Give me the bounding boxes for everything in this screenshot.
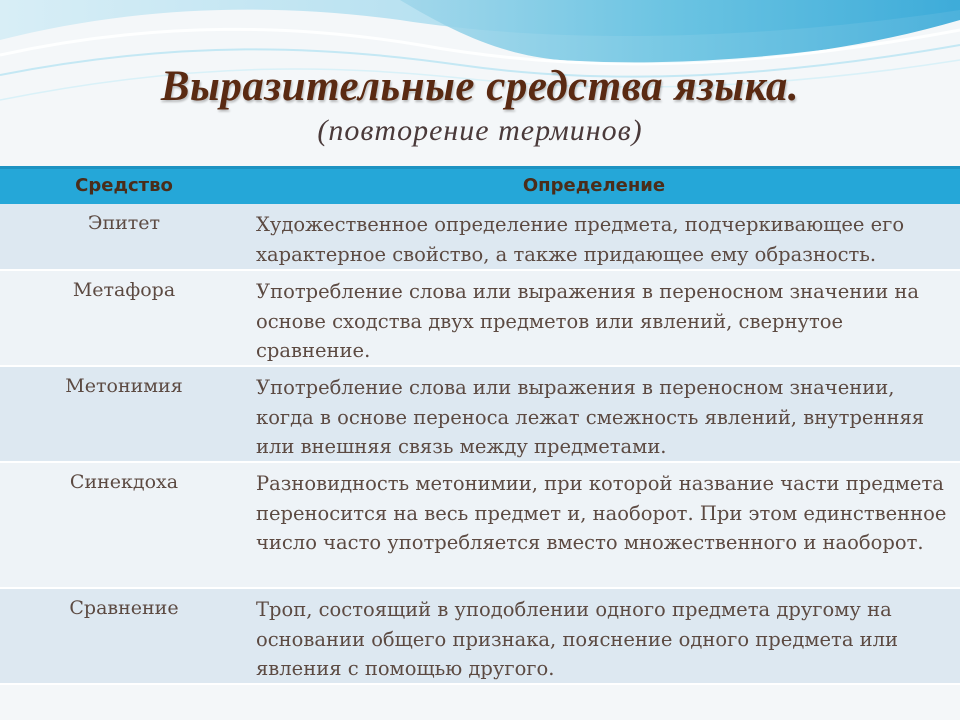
- table-header: [0, 166, 960, 204]
- definition-cell: Употребление слова или выражения в переносном значении на основе сходства двух предметов или явлений, свернутое сравнение.: [256, 280, 920, 362]
- header-term: Средство: [75, 175, 173, 196]
- definition-cell: Художественное определение предмета, подчеркивающее его характерное свойство, а также придающее ему образность.: [256, 213, 905, 266]
- term-cell: Сравнение: [69, 597, 179, 619]
- slide-subtitle: (повторение терминов): [317, 114, 643, 147]
- table-row: [0, 589, 960, 685]
- table-row: [0, 271, 960, 367]
- term-cell: Метафора: [72, 279, 176, 301]
- header-definition: Определение: [522, 175, 666, 196]
- definition-cell: Троп, состоящий в уподоблении одного предмета другому на основании общего признака, пояснение одного предмета или явления с помощью другого.: [256, 598, 899, 680]
- term-cell: Метонимия: [65, 375, 183, 397]
- term-cell: Синекдоха: [69, 471, 179, 493]
- slide-title: Выразительные средства языка.: [160, 63, 800, 110]
- table-row: [0, 367, 960, 463]
- definition-cell: Употребление слова или выражения в переносном значении, когда в основе переноса лежат смежность явлений, внутренняя или внешняя связь между предметами.: [256, 376, 925, 458]
- definition-cell: Разновидность метонимии, при которой название части предмета переносится на весь предмет и, наоборот. При этом единственное число часто употребляется вместо множественного и наоборот.: [256, 472, 947, 554]
- terms-table: [0, 166, 960, 685]
- table-row: [0, 204, 960, 271]
- table-row: [0, 463, 960, 589]
- term-cell: Эпитет: [87, 212, 161, 234]
